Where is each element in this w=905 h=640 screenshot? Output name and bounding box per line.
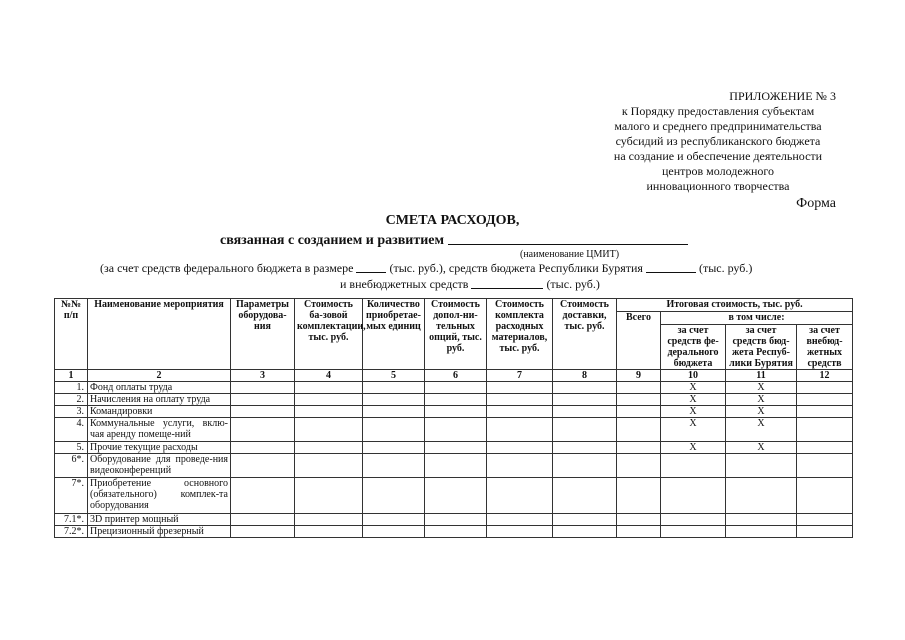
col-number: 9 [617,370,661,382]
header-base-cost: Стоимость ба-зовой комплектации, тыс. руб. [295,299,363,370]
cell [797,514,853,526]
appendix-line: к Порядку предоставления субъектам [621,104,815,118]
cell [295,382,363,394]
cell [363,406,425,418]
cell [487,478,553,514]
cell [617,514,661,526]
table-row [55,394,853,406]
row-name: Коммунальные услуги, вклю-чая аренду помеще-ний [88,418,231,442]
cell [553,394,617,406]
table-row [55,406,853,418]
cell-federal: X [661,406,726,418]
header-delivery: Стоимость доставки, тыс. руб. [553,299,617,370]
header-including: в том числе: [661,312,853,325]
header-federal: за счет средств фе-дерального бюджета [661,325,726,370]
cell [231,394,295,406]
cell [425,454,487,478]
appendix-block [600,89,836,194]
cell [363,454,425,478]
extra-amount-blank [471,276,543,289]
cell-federal [661,514,726,526]
cell [797,418,853,442]
col-number: 8 [553,370,617,382]
center-name-blank [448,230,688,245]
col-number: 4 [295,370,363,382]
cell [553,478,617,514]
funding-extra-text: и внебюджетных средств [340,277,469,291]
header-num: №№ п/п [55,299,88,370]
appendix-line: на создание и обеспечение деятельности [613,149,823,163]
header-params: Параметры оборудова-ния [231,299,295,370]
cell [797,382,853,394]
header-name: Наименование мероприятия [88,299,231,370]
row-name: Прецизионный фрезерный [88,526,231,538]
cell-regional: X [726,442,797,454]
center-name-hint: (наименование ЦМИТ) [520,249,620,260]
cell [425,514,487,526]
cell [797,478,853,514]
col-number: 3 [231,370,295,382]
header-options: Стоимость допол-ни-тельных опций, тыс. руб. [425,299,487,370]
cell [231,382,295,394]
cell [487,394,553,406]
header-total-group: Итоговая стоимость, тыс. руб. [617,299,853,312]
cell [487,418,553,442]
header-materials: Стоимость комплекта расходных материалов, тыс. руб. [487,299,553,370]
col-number: 10 [661,370,726,382]
cell-federal: X [661,442,726,454]
cell [231,478,295,514]
cell [363,478,425,514]
cell [363,442,425,454]
appendix-line: центров молодежного [661,164,775,178]
cell-regional: X [726,394,797,406]
table-row [55,526,853,538]
header-qty: Количество приобретае-мых единиц [363,299,425,370]
row-name: Командировки [88,406,231,418]
row-name: 3D принтер мощный [88,514,231,526]
column-numbers-row [55,370,853,382]
cell [425,526,487,538]
cell [797,442,853,454]
row-num: 7*. [55,478,88,514]
col-number: 1 [55,370,88,382]
cell [295,478,363,514]
row-num: 3. [55,406,88,418]
cell [363,514,425,526]
cell [617,478,661,514]
cell-regional: X [726,418,797,442]
cell [231,514,295,526]
cell [487,526,553,538]
row-num: 7.1*. [55,514,88,526]
table-row [55,478,853,514]
cell [617,382,661,394]
cell-regional [726,526,797,538]
col-number: 11 [726,370,797,382]
cell [797,406,853,418]
cell [617,442,661,454]
cell [231,442,295,454]
cell-federal [661,454,726,478]
header-regional: за счет средств бюд-жета Респуб-лики Бурятия [726,325,797,370]
cell [295,406,363,418]
funding-line-2 [340,276,600,292]
cell [553,406,617,418]
funding-unit-text-2: (тыс. руб.) [546,277,600,291]
cell [487,454,553,478]
subtitle-text: связанная с созданием и развитием [220,233,445,248]
cell [231,526,295,538]
cell [617,406,661,418]
funding-federal-text: (за счет средств федерального бюджета в размере [100,261,354,275]
row-num: 6*. [55,454,88,478]
cell-federal: X [661,382,726,394]
table-row [55,454,853,478]
cell-regional [726,478,797,514]
cell [425,382,487,394]
cell [797,454,853,478]
cell [553,382,617,394]
table-row [55,418,853,442]
cell [617,418,661,442]
cell [425,394,487,406]
cell [425,442,487,454]
cell-regional: X [726,406,797,418]
appendix-title: ПРИЛОЖЕНИЕ № 3 [729,89,836,103]
row-num: 2. [55,394,88,406]
row-name: Начисления на оплату труда [88,394,231,406]
funding-line-1 [100,260,752,276]
col-number: 6 [425,370,487,382]
cell-regional: X [726,382,797,394]
row-name: Прочие текущие расходы [88,442,231,454]
cell-regional [726,454,797,478]
document-subtitle [220,230,688,249]
cell [295,418,363,442]
row-name: Приобретение основного (обязательного) комплек-та оборудования [88,478,231,514]
estimate-table [54,298,853,538]
table-row [55,514,853,526]
cell [295,454,363,478]
cell [363,394,425,406]
appendix-line: субсидий из республиканского бюджета [615,134,821,148]
cell [617,454,661,478]
funding-unit-text: (тыс. руб.) [698,261,753,275]
header-extra: за счет внебюд-жетных средств [797,325,853,370]
cell [295,442,363,454]
cell [553,514,617,526]
regional-amount-blank [646,260,696,273]
cell [487,514,553,526]
cell-regional [726,514,797,526]
cell [617,394,661,406]
cell [231,406,295,418]
row-name: Фонд оплаты труда [88,382,231,394]
cell [363,418,425,442]
col-number: 2 [88,370,231,382]
table-row [55,442,853,454]
cell-federal: X [661,418,726,442]
cell [487,382,553,394]
row-num: 1. [55,382,88,394]
cell [363,526,425,538]
appendix-line: малого и среднего предпринимательства [614,119,822,133]
cell-federal [661,478,726,514]
table-row [55,382,853,394]
cell [553,442,617,454]
col-number: 7 [487,370,553,382]
col-number: 12 [797,370,853,382]
cell [295,514,363,526]
document-title: СМЕТА РАСХОДОВ, [385,213,520,228]
cell [617,526,661,538]
cell [231,454,295,478]
cell [231,418,295,442]
cell [553,418,617,442]
funding-regional-text: (тыс. руб.), средств бюджета Республики Бурятия [389,261,643,275]
federal-amount-blank [356,260,386,273]
cell [553,526,617,538]
cell [553,454,617,478]
cell [487,442,553,454]
header-total-all: Всего [617,312,661,370]
row-num: 4. [55,418,88,442]
appendix-line: инновационного творчества [646,179,790,193]
row-num: 7.2*. [55,526,88,538]
cell [295,526,363,538]
cell [487,406,553,418]
cell [295,394,363,406]
col-number: 5 [363,370,425,382]
row-name: Оборудование для проведе-ния видеоконференций [88,454,231,478]
cell [425,478,487,514]
form-label: Форма [796,196,836,211]
cell [797,394,853,406]
cell [425,418,487,442]
cell-federal: X [661,394,726,406]
cell [363,382,425,394]
cell [797,526,853,538]
row-num: 5. [55,442,88,454]
cell-federal [661,526,726,538]
cell [425,406,487,418]
